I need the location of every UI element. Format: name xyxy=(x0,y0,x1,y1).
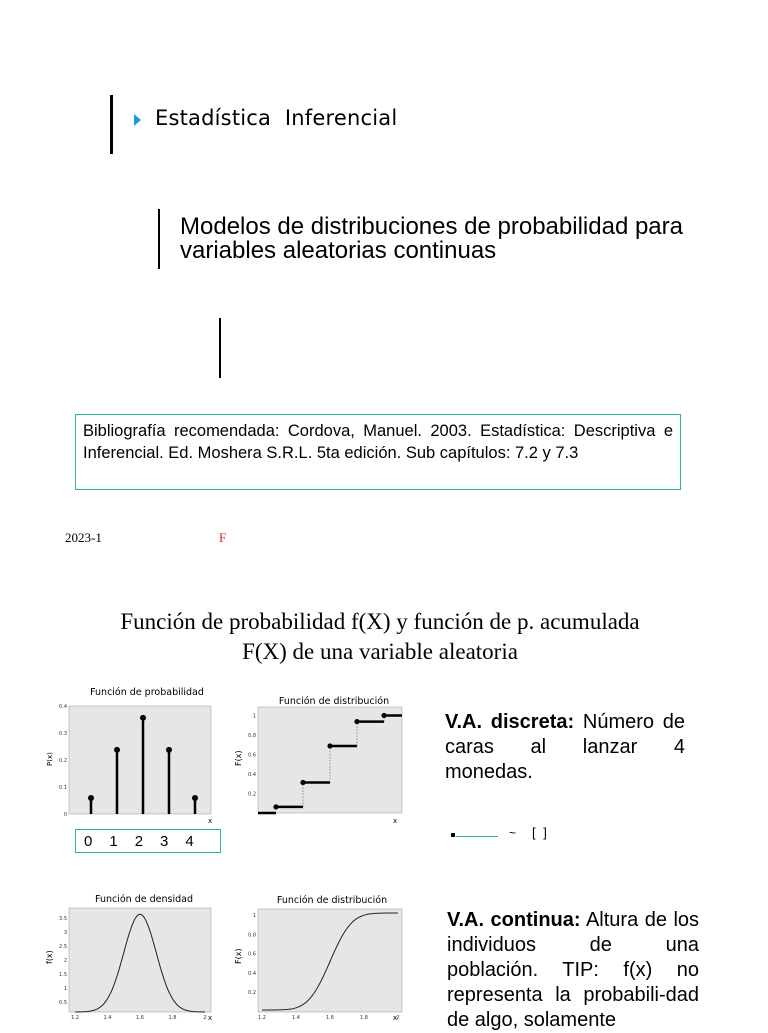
y-tick-label: 0.8 xyxy=(248,932,256,939)
discrete-description xyxy=(445,710,685,785)
y-tick-label: 0.2 xyxy=(248,990,256,996)
legend-brackets: [ ] xyxy=(532,825,549,840)
x-tick-label: 1.6 xyxy=(136,1015,144,1021)
probability-point xyxy=(88,795,94,801)
slide2-title-line-2: F(X) de una variable aleatoria xyxy=(242,639,518,664)
y-tick-label: 3 xyxy=(63,930,67,936)
plot-area xyxy=(258,707,402,813)
y-tick-label: 0.4 xyxy=(248,771,256,778)
y-tick-label: 0.1 xyxy=(59,785,67,791)
subtitle xyxy=(180,215,740,263)
y-axis-label: F(x) xyxy=(234,948,243,964)
chart-title: Función de probabilidad xyxy=(90,687,204,698)
x-axis-label: x xyxy=(393,817,398,825)
probability-point xyxy=(192,795,198,801)
y-tick-label: 0.4 xyxy=(59,704,67,710)
y-tick-label: 0.4 xyxy=(248,970,256,977)
discrete-text: Número de caras al lanzar 4 monedas. xyxy=(445,711,685,783)
subtitle-line-2: variables aleatorias continuas xyxy=(180,237,497,264)
y-tick-label: 3.5 xyxy=(59,916,67,922)
discrete-label: V.A. discreta: xyxy=(445,711,575,733)
chart-title: Función de distribución xyxy=(276,895,388,906)
x-axis-label: x xyxy=(208,1014,213,1022)
value-2: 2 xyxy=(134,832,144,850)
y-tick-label: 1 xyxy=(252,713,256,720)
plot-area xyxy=(69,908,211,1012)
x-tick-label: 1.4 xyxy=(292,1015,300,1021)
footer-period: 2023-1 xyxy=(65,530,102,545)
x-tick-label: 2 xyxy=(396,1015,400,1021)
probability-point xyxy=(166,747,172,753)
y-tick-label: 0.2 xyxy=(248,791,256,798)
continuous-label: V.A. continua: xyxy=(447,909,581,931)
y-tick-label: 0.6 xyxy=(248,752,256,759)
y-tick-label: 2 xyxy=(63,958,67,964)
x-tick-label: 1.8 xyxy=(168,1015,177,1021)
value-1: 1 xyxy=(109,832,118,850)
slide2-title-line-1: Función de probabilidad f(X) y función de p. acumulada xyxy=(120,609,640,634)
y-tick-label: 2.5 xyxy=(59,944,67,950)
y-axis-label: F(x) xyxy=(234,750,243,766)
chart-title: Función de distribución xyxy=(278,696,390,707)
x-tick-label: 1.8 xyxy=(360,1015,368,1021)
y-tick-label: 1 xyxy=(63,986,67,992)
section-title: Estadística Inferencial xyxy=(155,106,398,130)
x-axis-label: x xyxy=(393,1014,398,1022)
y-axis-label: P(x) xyxy=(46,752,54,766)
cdf-point xyxy=(327,743,332,748)
cdf-point xyxy=(354,719,359,724)
legend-square-icon xyxy=(451,833,455,837)
continuous-text: Altura de los individuos de una población. TIP: f(x) no representa la probabili-dad de algo, solamente xyxy=(447,909,700,1031)
density-function-chart xyxy=(44,890,220,1024)
value-3: 3 xyxy=(160,832,169,850)
cdf-point xyxy=(273,804,278,809)
y-tick-label: 0.3 xyxy=(59,731,67,737)
probability-function-chart xyxy=(44,684,220,828)
x-tick-label: 1.2 xyxy=(258,1015,266,1021)
y-axis-label: f(x) xyxy=(45,950,54,964)
y-tick-label: 1 xyxy=(252,913,256,919)
subtitle-line-1: Modelos de distribuciones de probabilidad para xyxy=(180,213,683,240)
x-axis-label: x xyxy=(208,817,213,825)
probability-point xyxy=(140,715,146,721)
discrete-distribution-chart xyxy=(230,690,406,830)
y-tick-label: 0.6 xyxy=(248,951,256,958)
bullet-triangle-icon xyxy=(134,114,141,126)
bibliography-box xyxy=(75,414,681,490)
continuous-description xyxy=(447,908,699,1033)
y-tick-label: 1.5 xyxy=(59,972,67,978)
probability-point xyxy=(114,747,120,753)
divider-bar-1 xyxy=(110,95,113,154)
y-tick-label: 0.8 xyxy=(248,732,256,739)
chart-title: Función de densidad xyxy=(95,894,193,905)
divider-bar-3 xyxy=(219,318,221,378)
value-4: 4 xyxy=(185,832,194,850)
legend-tilde: ~ xyxy=(509,826,517,840)
value-0: 0 xyxy=(84,832,93,850)
x-tick-label: 1.2 xyxy=(71,1015,79,1021)
slide2-title xyxy=(40,607,720,667)
y-tick-label: 0 xyxy=(63,812,67,818)
x-tick-label: 2 xyxy=(203,1015,207,1021)
discrete-values-box xyxy=(75,829,221,853)
x-tick-label: 1.4 xyxy=(103,1015,112,1021)
continuous-distribution-chart xyxy=(230,892,406,1024)
bibliography-text: Bibliografía recomendada: Cordova, Manuel. 2003. Estadística: Descriptiva e Inferencial. Ed. Moshera S.R.L. 5ta edición. Sub capítulos: 7.2 y 7.3 xyxy=(83,422,673,462)
x-tick-label: 1.6 xyxy=(326,1015,334,1021)
y-tick-label: 0.2 xyxy=(59,758,67,764)
y-tick-label: 0.5 xyxy=(59,1000,67,1006)
legend-line xyxy=(456,836,498,837)
divider-bar-2 xyxy=(158,209,160,269)
footer-marker: F xyxy=(219,530,227,545)
